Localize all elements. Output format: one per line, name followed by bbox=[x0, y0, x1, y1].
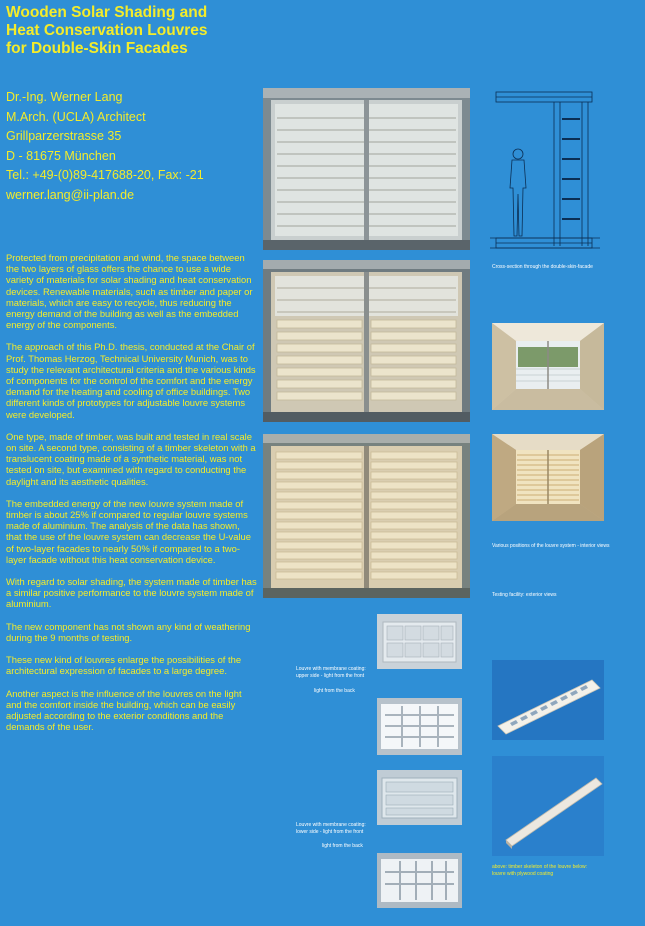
title-line: Wooden Solar Shading and bbox=[6, 4, 208, 21]
address-street: Grillparzerstrasse 35 bbox=[6, 129, 122, 143]
phone-fax: Tel.: +49-(0)89-417688-20, Fax: -21 bbox=[6, 168, 204, 182]
exterior-views-caption: Testing facility: exterior views bbox=[492, 592, 557, 598]
body-text bbox=[6, 252, 258, 743]
membrane-upper-back-photo bbox=[377, 698, 462, 755]
author-name: Dr.-Ing. Werner Lang bbox=[6, 90, 123, 104]
membrane-lower-front-photo bbox=[377, 770, 462, 825]
facade-photo-closed bbox=[263, 434, 470, 598]
facade-photo-open bbox=[263, 88, 470, 250]
paragraph: Protected from precipitation and wind, the space between the two layers of glass offers the chance to use a wide variety of materials for solar shading and heat conservation devices. Renewable materials, such as timber and paper or materials, which are easy to recycle, thus reducing the energy demand of the building as well as the embedded energy of the components. bbox=[6, 252, 253, 331]
interior-views-caption: Various positions of the louvre system - interior views bbox=[492, 543, 610, 549]
membrane-upper-front-photo bbox=[377, 614, 462, 669]
facade-photo-half bbox=[263, 260, 470, 422]
author-degree: M.Arch. (UCLA) Architect bbox=[6, 109, 146, 124]
title-line: Heat Conservation Louvres bbox=[6, 22, 208, 39]
paragraph: The approach of this Ph.D. thesis, conducted at the Chair of Prof. Thomas Herzog, Technical University Munich, was to study the relevant architectural criteria and the various kinds of components for the control of the comfort and the energy demand for the heating and cooling of office buildings. Two different kinds of prototypes for adjustable louvre systems were developed. bbox=[6, 341, 256, 420]
light-back-caption-2: light from the back bbox=[322, 843, 363, 849]
cross-section-caption: Cross-section through the double-skin-facade bbox=[492, 264, 593, 270]
title-line: for Double-Skin Facades bbox=[6, 40, 188, 57]
paragraph: With regard to solar shading, the system made of timber has a similar positive performance to the louvre system made of aluminium. bbox=[6, 576, 257, 610]
membrane-lower-back-photo bbox=[377, 853, 462, 908]
paragraph: One type, made of timber, was built and tested in real scale on site. A second type, consisting of a timber skeleton with a translucent coating made of a synthetic material, was not tested on site, but examined with regard to conducting the daylight and its aesthetic qualities. bbox=[6, 430, 256, 487]
skeleton-caption: above: timber skeleton of the louvre below: louvre with plywood coating bbox=[492, 864, 588, 877]
cross-section-drawing bbox=[490, 88, 602, 258]
interior-photo-closed bbox=[492, 434, 604, 521]
paragraph: The embedded energy of the new louvre system made of timber is about 25% if compared to regular louvre systems made of aluminium. The analysis of the data has shown, that the use of the louvre system can decrease the U-value of two-layer facades to nearly 50% if compared to a two-layer facade without this heat conservation device. bbox=[6, 497, 251, 565]
paragraph: Another aspect is the influence of the louvres on the light and the comfort inside the building, which can be easily adjusted according to the exterior conditions and the demands of the user. bbox=[6, 687, 242, 733]
membrane-lower-caption: Louvre with membrane coating: lower side - light from the front bbox=[296, 822, 366, 835]
poster-title bbox=[6, 4, 256, 58]
interior-photo-open bbox=[492, 323, 604, 410]
address-city: D - 81675 München bbox=[6, 148, 116, 163]
author-contact bbox=[6, 88, 256, 205]
timber-skeleton-photo bbox=[492, 660, 604, 740]
membrane-upper-caption: Louvre with membrane coating: upper side - light from the front bbox=[296, 666, 366, 679]
light-back-caption-1: light from the back bbox=[314, 688, 355, 694]
email-link[interactable]: werner.lang@ii-plan.de bbox=[6, 187, 135, 202]
plywood-louvre-photo bbox=[492, 756, 604, 856]
paragraph: The new component has not shown any kind of weathering during the 9 months of testing. bbox=[6, 620, 251, 643]
paragraph: These new kind of louvres enlarge the possibilities of the architectural expression of facades to a large degree. bbox=[6, 654, 242, 677]
